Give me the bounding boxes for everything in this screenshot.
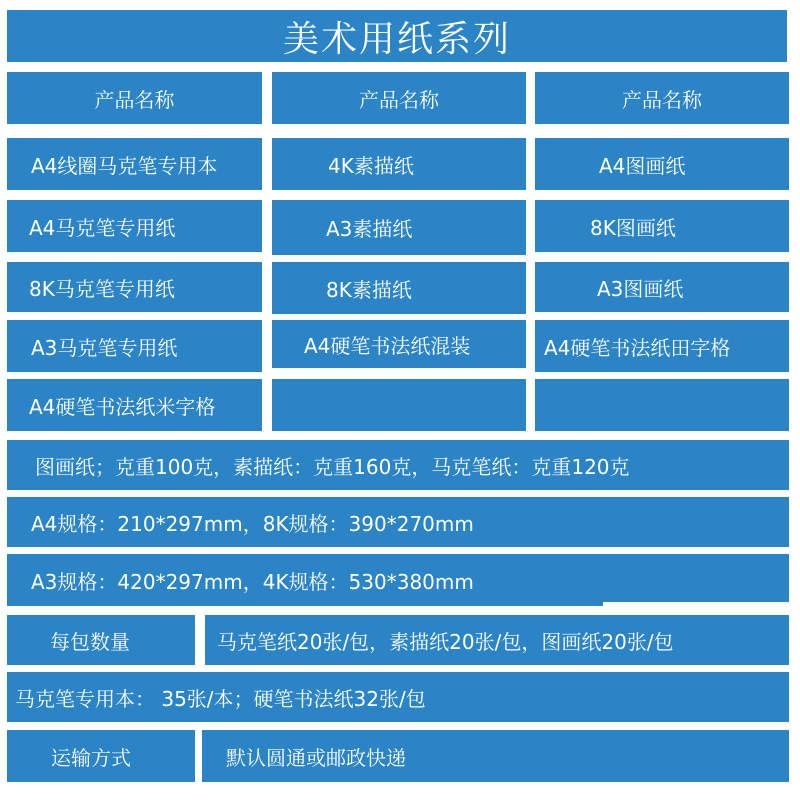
product-cell-a4-coil-marker-book: A4线圈马克笔专用本 — [7, 138, 262, 190]
header-product-name-3: 产品名称 — [535, 72, 789, 124]
header-product-name-1: 产品名称 — [7, 72, 262, 124]
product-cell-a3-sketch-paper: A3素描纸 — [272, 200, 526, 255]
row-fill — [580, 554, 789, 602]
shipping-method-label: 运输方式 — [7, 730, 195, 782]
weight-info-row: 图画纸；克重100克，素描纸：克重160克，马克笔纸：克重120克 — [7, 440, 789, 490]
product-cell-8k-drawing-paper: 8K图画纸 — [535, 200, 789, 252]
notebook-info-row: 马克笔专用本： 35张/本；硬笔书法纸32张/包 — [7, 672, 789, 722]
shipping-method-value: 默认圆通或邮政快递 — [202, 730, 789, 782]
product-cell-8k-sketch-paper: 8K素描纸 — [272, 262, 526, 314]
header-product-name-2: 产品名称 — [272, 72, 526, 124]
product-cell-a4-calligraphy-mixed: A4硬笔书法纸混装 — [272, 320, 526, 368]
package-quantity-value: 马克笔纸20张/包，素描纸20张/包，图画纸20张/包 — [205, 615, 789, 665]
size-a4-8k-row: A4规格：210*297mm，8K规格：390*270mm — [7, 497, 789, 547]
product-cell-a3-marker-paper: A3马克笔专用纸 — [7, 320, 262, 372]
product-cell-8k-marker-paper: 8K马克笔专用纸 — [7, 262, 262, 312]
package-quantity-label: 每包数量 — [7, 615, 195, 665]
product-cell-a4-drawing-paper: A4图画纸 — [535, 138, 789, 190]
product-cell-a4-calligraphy-tian-grid: A4硬笔书法纸田字格 — [535, 320, 789, 372]
product-cell-a4-calligraphy-mi-grid: A4硬笔书法纸米字格 — [7, 379, 262, 431]
product-cell-a4-marker-paper: A4马克笔专用纸 — [7, 200, 262, 252]
empty-cell — [272, 379, 526, 431]
product-cell-a3-drawing-paper: A3图画纸 — [535, 262, 789, 312]
page-title: 美术用纸系列 — [7, 10, 787, 62]
product-cell-4k-sketch-paper: 4K素描纸 — [272, 138, 526, 190]
empty-cell — [535, 379, 789, 431]
size-a3-4k-row: A3规格：420*297mm，4K规格：530*380mm — [7, 554, 603, 606]
